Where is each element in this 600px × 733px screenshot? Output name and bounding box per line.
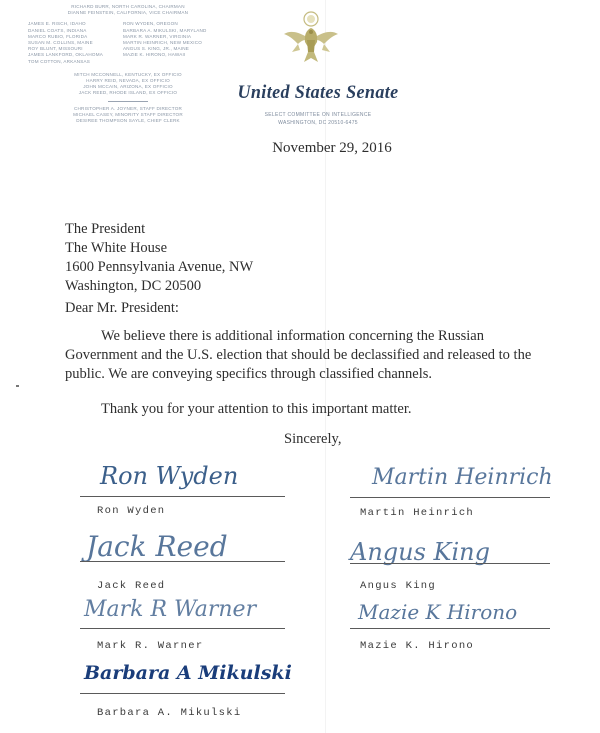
typed-name-mark-warner: Mark R. Warner [97, 640, 204, 652]
staff-block [28, 106, 228, 125]
committee-address: WASHINGTON, DC 20510-6475 [278, 120, 358, 126]
member-line: JAMES E. RISCH, IDAHO [28, 21, 86, 27]
typed-name-martin-heinrich: Martin Heinrich [360, 507, 475, 519]
thanks-line: Thank you for your attention to this important matter. [101, 401, 412, 417]
ex-officio-line: JOHN MCCAIN, ARIZONA, EX OFFICIO [83, 84, 173, 90]
signature-line [350, 628, 550, 629]
member-line: MARCO RUBIO, FLORIDA [28, 33, 88, 39]
chairman-line: RICHARD BURR, NORTH CAROLINA, CHAIRMAN [71, 4, 185, 9]
member-line: SUSAN M. COLLINS, MAINE [28, 40, 93, 46]
signature-line [350, 563, 550, 564]
closing: Sincerely, [284, 431, 342, 447]
signature-line [80, 496, 285, 497]
body-paragraph [65, 327, 565, 384]
typed-name-ron-wyden: Ron Wyden [97, 505, 166, 517]
vice-chairman-line: DIANNE FEINSTEIN, CALIFORNIA, VICE CHAIRMAN [67, 10, 189, 16]
recipient-line: The White House [65, 240, 168, 256]
salutation: Dear Mr. President: [65, 300, 179, 316]
signature-angus-king: Angus King [350, 538, 490, 566]
signature-line [80, 628, 285, 629]
committee-roster [28, 4, 228, 124]
staff-line: MICHAEL CASEY, MINORITY STAFF DIRECTOR [73, 111, 183, 117]
member-line: ROY BLUNT, MISSOURI [28, 46, 83, 52]
signature-line [80, 561, 285, 562]
member-line: TOM COTTON, ARKANSAS [28, 58, 91, 64]
typed-name-jack-reed: Jack Reed [97, 580, 166, 592]
senate-title: United States Senate [237, 82, 399, 103]
staff-line: CHRISTOPHER A. JOYNER, STAFF DIRECTOR [74, 105, 182, 111]
ex-officio-line: JACK REED, RHODE ISLAND, EX OFFICIO [78, 90, 178, 96]
signature-martin-heinrich: Martin Heinrich [372, 465, 553, 490]
signature-mazie-hirono: Mazie K Hirono [358, 600, 518, 624]
great-seal-eagle-icon [280, 10, 342, 72]
staff-line: DESIREE THOMPSON SAYLE, CHIEF CLERK [76, 118, 180, 124]
recipient-address [65, 220, 253, 296]
member-columns [28, 21, 228, 64]
roster-divider [108, 101, 148, 102]
members-right-column [123, 21, 207, 64]
ex-officio-line: HARRY REID, NEVADA, EX OFFICIO [86, 78, 170, 84]
scan-mark [16, 385, 19, 387]
member-line: JAMES LANKFORD, OKLAHOMA [28, 52, 103, 58]
committee-label: SELECT COMMITTEE ON INTELLIGENCE [264, 112, 372, 118]
members-left-column [28, 21, 103, 64]
typed-name-angus-king: Angus King [360, 580, 437, 592]
committee-name [228, 111, 408, 127]
member-line: RON WYDEN, OREGON [123, 21, 178, 27]
member-line: ANGUS S. KING, JR., MAINE [123, 46, 190, 52]
ex-officio-block [28, 72, 228, 97]
recipient-line: The President [65, 221, 146, 237]
member-line: BARBARA A. MIKULSKI, MARYLAND [123, 27, 207, 33]
signature-barbara-mikulski: Barbara A Mikulski [84, 662, 292, 684]
typed-name-barbara-mikulski: Barbara A. Mikulski [97, 707, 242, 719]
member-line: MARTIN HEINRICH, NEW MEXICO [123, 40, 203, 46]
signature-mark-warner: Mark R Warner [84, 597, 257, 622]
recipient-line: Washington, DC 20500 [65, 278, 202, 294]
ex-officio-line: MITCH MCCONNELL, KENTUCKY, EX OFFICIO [74, 71, 182, 77]
signature-line [80, 693, 285, 694]
paragraph-line: We believe there is additional information concerning the Russian [101, 328, 484, 344]
signature-jack-reed: Jack Reed [86, 530, 228, 563]
paragraph-line: Government and the U.S. election that should be declassified and released to the [65, 347, 532, 363]
member-line: MAZIE K. HIRONO, HAWAII [123, 52, 186, 58]
signature-line [350, 497, 550, 498]
signature-ron-wyden: Ron Wyden [100, 462, 239, 490]
letter-date: November 29, 2016 [272, 140, 392, 156]
paragraph-line: public. We are conveying specifics through classified channels. [65, 366, 432, 382]
typed-name-mazie-hirono: Mazie K. Hirono [360, 640, 475, 652]
member-line: MARK R. WARNER, VIRGINIA [123, 33, 192, 39]
member-line: DANIEL COATS, INDIANA [28, 27, 87, 33]
recipient-line: 1600 Pennsylvania Avenue, NW [65, 259, 254, 275]
